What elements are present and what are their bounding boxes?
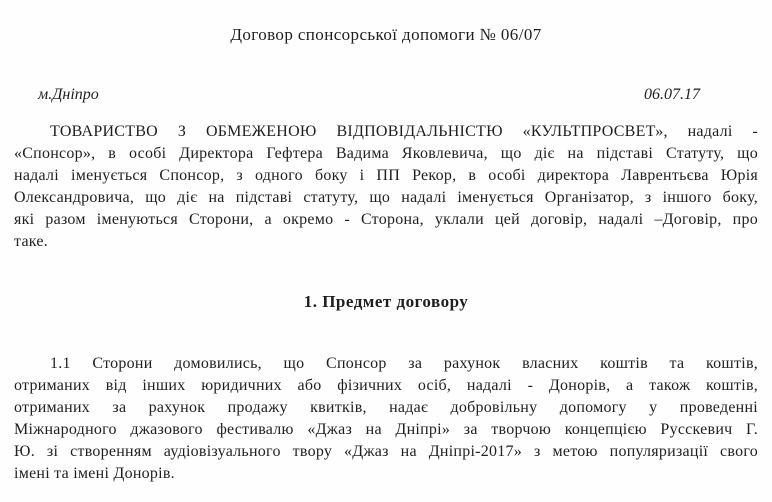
text-line: ТОВАРИСТВО З ОБМЕЖЕНОЮ ВІДПОВІДАЛЬНІСТЮ «КУЛЬТПРОСВЕТ», надалі - xyxy=(50,123,758,140)
document-title: Договор спонсорської допомоги № 06/07 xyxy=(230,25,542,44)
preamble-paragraph xyxy=(14,121,758,253)
text-line: таке. xyxy=(14,233,49,250)
text-line: «Спонсор», в особі Директора Гефтера Вадима Яковлевича, що діє на підставі Статуту, що xyxy=(14,145,758,162)
text-line: Ю. зі створенням аудіовізуального твору «Джаз на Дніпрі-2017» з метою популяризації свого xyxy=(14,443,758,460)
text-line: 1.1 Сторони домовились, що Спонсор за рахунок власних коштів та коштів, xyxy=(50,355,758,372)
place-date-row xyxy=(14,86,758,104)
text-line: Міжнародного джазового фестивалю «Джаз на Дніпрі» за творчою концепцією Русскевич Г. xyxy=(14,421,758,438)
text-line: отриманих за рахунок продажу квитків, надає добровільну допомогу у проведенні xyxy=(14,399,758,416)
text-line: отриманих від інших юридичних або фізичних осіб, надалі - Донорів, а також коштів, xyxy=(14,377,758,394)
date-label: 06.07.17 xyxy=(644,86,700,103)
text-line: надалі іменується Спонсор, з одного боку і ПП Рекор, в особі директора Лаврентьєва Юрія xyxy=(14,167,758,184)
city-label: м.Дніпро xyxy=(38,86,99,103)
text-line: які разом іменуються Сторони, а окремо - Сторона, уклали цей договір, надалі –Договір, про xyxy=(14,211,758,228)
text-line: Олександровича, що діє на підставі статуту, що надалі іменується Організатор, з іншого боку, xyxy=(14,189,758,206)
text-line: імені та імені Донорів. xyxy=(14,465,175,482)
section-1-heading: 1. Предмет договору xyxy=(303,292,469,311)
clause-1-1-paragraph xyxy=(14,353,758,485)
